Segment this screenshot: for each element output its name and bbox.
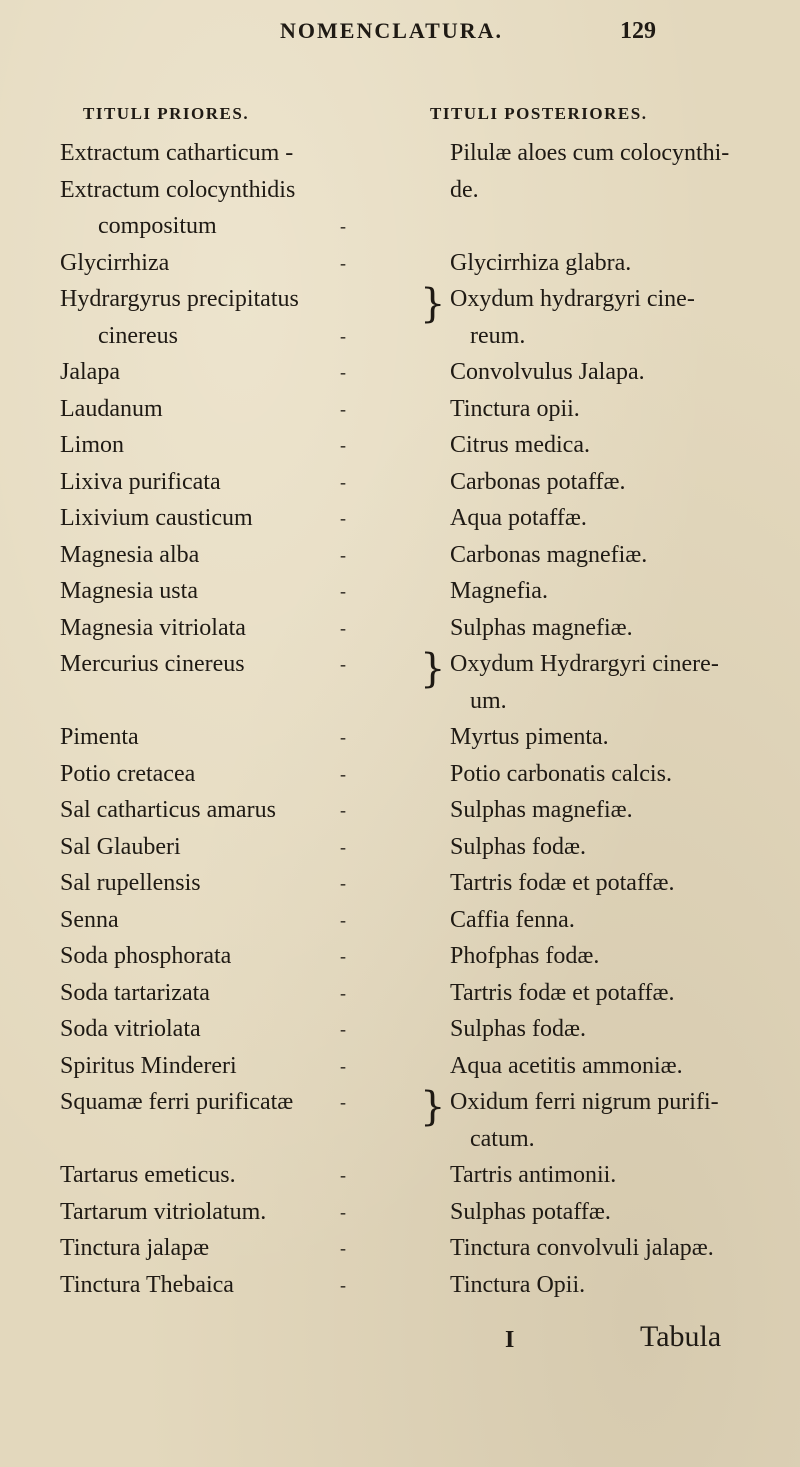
old-title: Potio cretacea [60, 760, 196, 787]
old-title: Squamæ ferri purificatæ [60, 1089, 294, 1115]
table-row [0, 396, 800, 433]
old-title: Tartarum vitriolatum. [60, 1198, 267, 1225]
old-title: Soda phosphorata [60, 943, 232, 969]
table-row [0, 761, 800, 798]
new-title: Sulphas magnefiæ. [450, 614, 633, 641]
new-title: Myrtus pimenta. [450, 724, 609, 750]
table-row [0, 870, 800, 907]
new-title: Tinctura opii. [450, 395, 580, 422]
old-title: Extractum catharticum - [60, 140, 294, 166]
leader-dash: - [340, 362, 346, 382]
new-title: Oxydum Hydrargyri cinere- [450, 651, 719, 677]
table-row [0, 359, 800, 396]
table-row [0, 980, 800, 1017]
leader-dash: - [340, 1201, 346, 1222]
table-row [0, 1126, 800, 1163]
table-row [0, 1235, 800, 1272]
new-title: de. [450, 176, 479, 203]
table-row [0, 213, 800, 250]
new-title: Pilulæ aloes cum colocynthi- [450, 140, 730, 166]
column-heading-old-titles: TITULI PRIORES. [83, 104, 250, 123]
new-title: Carbonas potaffæ. [450, 468, 626, 495]
old-title: Laudanum [60, 395, 163, 422]
old-title: cinereus [98, 322, 178, 349]
table-row [0, 542, 800, 579]
new-title: Convolvulus Jalapa. [450, 359, 645, 385]
grouping-brace: } [420, 281, 446, 327]
running-title: NOMENCLATURA. [280, 18, 503, 43]
new-title: Tartris fodæ et potaffæ. [450, 870, 675, 896]
page-number: 129 [620, 18, 656, 44]
old-title: Extractum colocynthidis [60, 176, 296, 203]
leader-dash: - [340, 325, 346, 346]
catchword: Tabula [640, 1320, 722, 1353]
leader-dash: - [340, 763, 346, 784]
old-title: Tartarus emeticus. [60, 1162, 236, 1188]
table-row [0, 943, 800, 980]
table-row [0, 1084, 800, 1130]
leader-dash: - [340, 617, 346, 638]
leader-dash: - [340, 1274, 346, 1295]
leader-dash: - [340, 873, 346, 893]
leader-dash: - [340, 435, 346, 455]
old-title: Spiritus Mindereri [60, 1052, 237, 1079]
old-title: Senna [60, 906, 119, 933]
table-row [0, 140, 800, 177]
table-row [0, 281, 800, 327]
table-row [0, 907, 800, 944]
table-row [0, 323, 800, 360]
table-row [0, 834, 800, 871]
old-title: Pimenta [60, 724, 139, 750]
table-row [0, 797, 800, 834]
new-title: Sulphas fodæ. [450, 833, 587, 860]
new-title: Tinctura convolvuli jalapæ. [450, 1235, 714, 1261]
old-title: Magnesia alba [60, 541, 200, 568]
leader-dash: - [340, 398, 346, 419]
new-title: Sulphas potaffæ. [450, 1198, 611, 1225]
leader-dash: - [340, 909, 346, 930]
table-row [0, 578, 800, 615]
grouping-brace: } [420, 1084, 446, 1130]
table-row [0, 1053, 800, 1090]
table-row [0, 615, 800, 652]
table-row [0, 1272, 800, 1309]
leader-dash: - [340, 252, 346, 273]
column-heading-new-titles: TITULI POSTERIORES. [430, 104, 648, 123]
signature-mark: I [505, 1327, 515, 1353]
new-title: catum. [470, 1125, 535, 1152]
new-title: Glycirrhiza glabra. [450, 249, 632, 276]
old-title: Tinctura Thebaica [60, 1271, 234, 1298]
new-title: Aqua potaffæ. [450, 505, 587, 531]
leader-dash: - [340, 1019, 346, 1039]
old-title: Tinctura jalapæ [60, 1235, 210, 1261]
new-title: Tartris fodæ et potaffæ. [450, 979, 675, 1006]
new-title: Citrus medica. [450, 432, 590, 458]
old-title: Sal Glauberi [60, 833, 181, 860]
new-title: Potio carbonatis calcis. [450, 760, 672, 787]
table-row [0, 177, 800, 214]
old-title: Glycirrhiza [60, 249, 170, 276]
table-row [0, 724, 800, 761]
table-row [0, 646, 800, 692]
new-title: Sulphas fodæ. [450, 1016, 587, 1042]
new-title: Tartris antimonii. [450, 1162, 617, 1188]
new-title: Sulphas magnefiæ. [450, 797, 633, 823]
new-title: Oxidum ferri nigrum purifi- [450, 1089, 719, 1115]
new-title: Oxydum hydrargyri cine- [450, 286, 695, 312]
old-title: Magnesia usta [60, 578, 198, 604]
old-title: Lixivium causticum [60, 505, 253, 531]
new-title: um. [470, 687, 507, 714]
old-title: Soda tartarizata [60, 979, 210, 1006]
old-title: Hydrargyrus precipitatus [60, 286, 299, 312]
new-title: reum. [470, 322, 526, 349]
leader-dash: - [340, 1238, 346, 1258]
table-row [0, 469, 800, 506]
old-title: Magnesia vitriolata [60, 614, 246, 641]
leader-dash: - [340, 216, 346, 236]
old-title: Mercurius cinereus [60, 651, 245, 677]
leader-dash: - [340, 544, 346, 565]
new-title: Phofphas fodæ. [450, 943, 600, 969]
leader-dash: - [340, 1165, 346, 1185]
old-title: Soda vitriolata [60, 1016, 201, 1042]
table-row [0, 1162, 800, 1199]
leader-dash: - [340, 471, 346, 492]
table-row [0, 505, 800, 542]
old-title: Jalapa [60, 359, 120, 385]
grouping-brace: } [420, 646, 446, 692]
table-row [0, 688, 800, 725]
old-title: Lixiva purificata [60, 468, 221, 495]
table-row [0, 1199, 800, 1236]
new-title: Tinctura Opii. [450, 1271, 586, 1298]
table-row [0, 1016, 800, 1053]
table-row [0, 250, 800, 287]
new-title: Caffia fenna. [450, 906, 575, 933]
leader-dash: - [340, 1092, 346, 1112]
leader-dash: - [340, 836, 346, 857]
new-title: Carbonas magnefiæ. [450, 541, 648, 568]
leader-dash: - [340, 982, 346, 1003]
old-title: compositum [98, 213, 217, 239]
new-title: Magnefia. [450, 578, 548, 604]
leader-dash: - [340, 1055, 346, 1076]
old-title: Sal rupellensis [60, 870, 201, 896]
leader-dash: - [340, 946, 346, 966]
leader-dash: - [340, 727, 346, 747]
table-row [0, 432, 800, 469]
leader-dash: - [340, 508, 346, 528]
new-title: Aqua acetitis ammoniæ. [450, 1052, 683, 1079]
leader-dash: - [340, 800, 346, 820]
leader-dash: - [340, 581, 346, 601]
old-title: Sal catharticus amarus [60, 797, 276, 823]
old-title: Limon [60, 432, 124, 458]
leader-dash: - [340, 654, 346, 674]
